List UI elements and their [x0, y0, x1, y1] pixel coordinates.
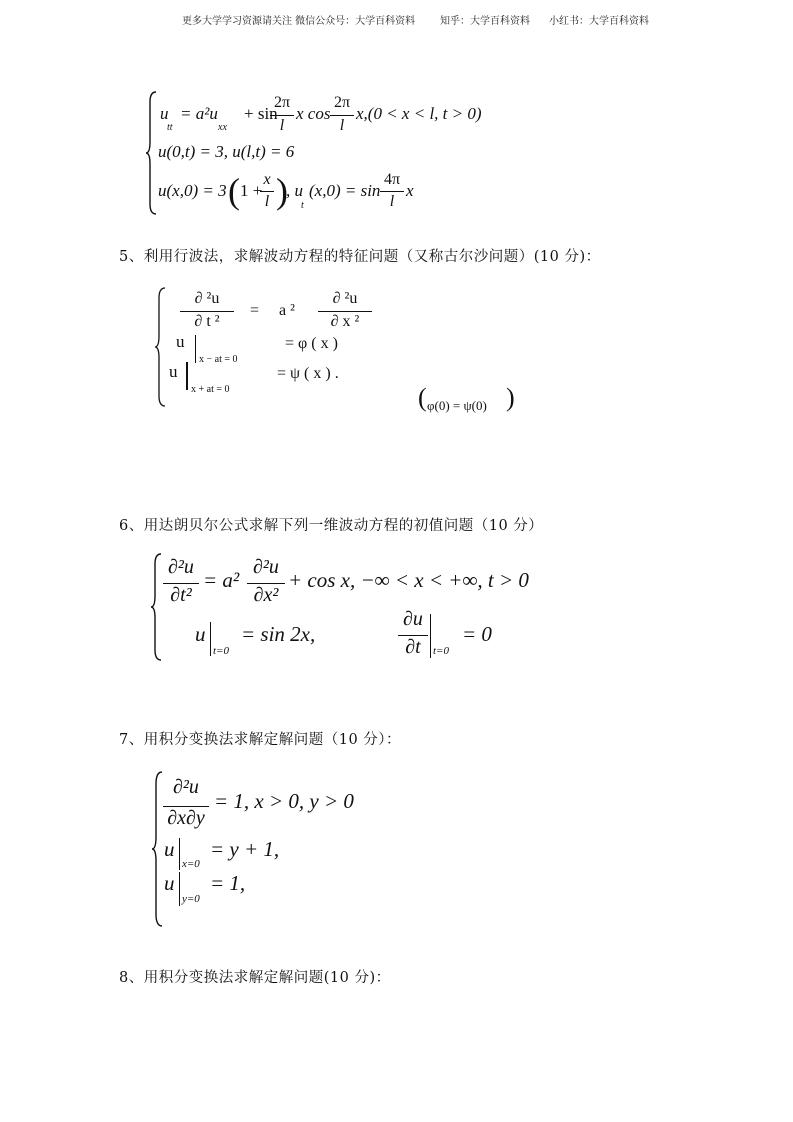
eq5-line3-rhs: = ψ ( x ) .: [277, 365, 339, 382]
eq6-frac1-den: ∂t²: [170, 584, 192, 606]
eq5-frac1-num: ∂ ²u: [194, 290, 220, 307]
eq4-frac2-den: l: [339, 117, 345, 134]
eq6-frac3-den: ∂t: [405, 636, 421, 658]
eq4-line3-pre: u(x,0) = 3: [158, 181, 227, 200]
eq5-frac2-bar: [318, 311, 372, 312]
eq4-u: u: [160, 104, 169, 123]
eq7-line2-u: u: [164, 837, 175, 861]
left-brace-icon: [150, 552, 164, 662]
eq7-frac1-den: ∂x∂y: [167, 807, 205, 829]
eq5-line2-sub: x − at = 0: [199, 354, 238, 365]
eq4-line3-tail: x: [406, 181, 414, 200]
eq6-frac2-den: ∂x²: [253, 584, 279, 606]
eq7-line2-sub: x=0: [182, 858, 200, 870]
eq4-frac3-den: l: [264, 193, 270, 210]
eq7-line3-eval-bar: [179, 872, 180, 906]
eq4-frac4-den: l: [389, 193, 395, 210]
eq4-sub-xx: xx: [218, 122, 227, 133]
eq6-frac1-num: ∂²u: [168, 556, 194, 578]
eq5-line3-u: u: [169, 362, 178, 381]
eq6-line2-sub2: t=0: [433, 645, 449, 657]
eq4-frac4-bar: [380, 191, 404, 192]
eq5-cond-rparen: ): [506, 383, 515, 412]
eq5-frac1-den: ∂ t ²: [194, 313, 220, 330]
eq4-frac1: [270, 94, 294, 112]
eq6-mid: = a²: [203, 568, 240, 592]
eq4-frac3-bar: [260, 191, 274, 192]
eq5-a2: a ²: [279, 302, 295, 319]
header-right: 小红书：大学百科资料: [549, 16, 649, 27]
eq7-line2-rhs: = y + 1,: [210, 837, 280, 861]
eq4-sub-t: t: [301, 200, 304, 211]
eq4-frac1-bar: [270, 115, 294, 116]
eq4-frac2-bar: [330, 115, 354, 116]
eq4-frac1-num: 2π: [273, 94, 291, 111]
eq6-line2-sub: t=0: [213, 645, 229, 657]
eq7-line3-sub: y=0: [182, 893, 200, 905]
eq7-line3-u: u: [164, 871, 175, 895]
question-6: 6、用达朗贝尔公式求解下列一维波动方程的初值问题（10 分）: [119, 518, 544, 534]
eq4-sub-tt: tt: [167, 122, 173, 133]
eq5-cond-lparen: (: [418, 383, 427, 412]
eq4-xcos: x cos: [296, 104, 331, 123]
eq6-tail: + cos x, −∞ < x < +∞, t > 0: [288, 568, 529, 592]
eq4-one-plus: 1 +: [240, 181, 263, 200]
eq5-frac1-bar: [180, 311, 234, 312]
eq4-frac4-num: 4π: [383, 171, 401, 188]
eq5-line2-rhs: = φ ( x ): [285, 335, 338, 352]
header-left: 更多大学学习资源请关注 微信公众号：大学百科资料: [182, 16, 416, 27]
eq5-line2-eval-bar: [195, 335, 196, 363]
eq4-rparen: ): [276, 171, 288, 211]
eq4-frac3-num: x: [263, 171, 271, 188]
header-mid: 知乎：大学百科资料: [440, 16, 530, 27]
eq7-line3-rhs: = 1,: [210, 871, 246, 895]
eq6-frac2-num: ∂²u: [253, 556, 279, 578]
left-brace-icon: [154, 286, 168, 408]
question-8: 8、用积分变换法求解定解问题(10 分)：: [119, 970, 391, 986]
eq6-line2-rhs: = sin 2x,: [241, 622, 316, 646]
eq4-line2: u(0,t) = 3, u(l,t) = 6: [158, 142, 295, 161]
eq5-condition: φ(0) = ψ(0): [427, 398, 487, 413]
question-7: 7、用积分变换法求解定解问题（10 分）：: [119, 732, 402, 748]
eq6-frac3-num: ∂u: [403, 608, 423, 630]
eq4-lparen: (: [228, 171, 240, 211]
eq7-frac1-num: ∂²u: [173, 776, 199, 798]
eq4-frac1-den: l: [279, 117, 285, 134]
eq5-line3-eval-bar: [186, 362, 188, 390]
eq4-ut: , u: [286, 181, 303, 200]
eq7-tail: = 1, x > 0, y > 0: [214, 789, 354, 813]
eq4-sin: + sin: [244, 104, 278, 123]
left-brace-icon: [145, 90, 159, 216]
eq6-line2-eval-bar: [210, 622, 211, 656]
eq4-a2u: = a²u: [180, 104, 218, 123]
eq6-line2-eval-bar-2: [430, 614, 431, 658]
eq5-equals: =: [250, 302, 260, 319]
eq7-line2-eval-bar: [179, 838, 180, 870]
eq6-line2-rhs2: = 0: [462, 622, 492, 646]
eq4-line3-mid: (x,0) = sin: [309, 181, 381, 200]
eq5-line2-u: u: [176, 332, 185, 351]
question-5: 5、利用行波法，求解波动方程的特征问题（又称古尔沙问题）(10 分)：: [119, 249, 601, 265]
eq5-frac2-den: ∂ x ²: [330, 313, 360, 330]
eq4-frac2-num: 2π: [333, 94, 351, 111]
eq4-tail: x,(0 < x < l, t > 0): [356, 104, 482, 123]
eq5-frac2-num: ∂ ²u: [332, 290, 358, 307]
eq6-line2-u: u: [195, 622, 206, 646]
eq5-line3-sub: x + at = 0: [191, 384, 230, 395]
